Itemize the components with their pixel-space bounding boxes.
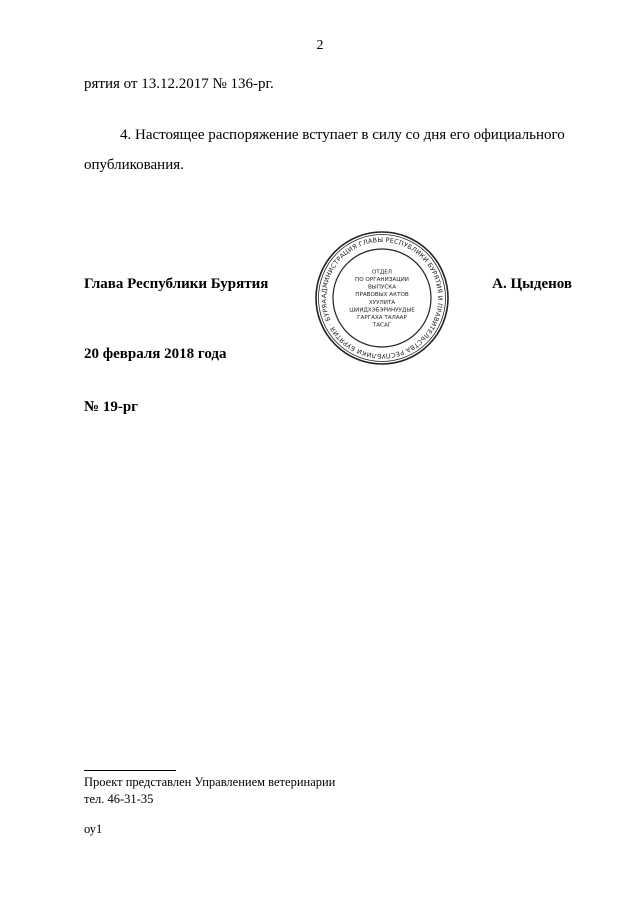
- stamp-center-line: ОТДЕЛ: [372, 269, 392, 276]
- stamp-center-line: ПО ОРГАНИЗАЦИИ: [355, 277, 409, 283]
- official-stamp: [314, 230, 450, 366]
- stamp-center-line: ПРАВОВЫХ АКТОВ: [355, 292, 409, 299]
- footnote-line-1: Проект представлен Управлением ветеринарии: [84, 775, 336, 789]
- clause-4-line-1: 4. Настоящее распоряжение вступает в силу со дня его официального: [120, 127, 565, 143]
- clause-4-line-2: опубликования.: [84, 157, 184, 173]
- stamp-center-line: ТАСАГ: [372, 322, 392, 329]
- stamp-center-line: ШИИДХЭБЭРИНУУДЫЕ: [349, 307, 415, 314]
- stamp-center-line: ГАРГАХА ТАЛААР: [357, 315, 407, 321]
- stamp-seal-icon: [314, 230, 450, 366]
- footnote-line-2: тел. 46-31-35: [84, 792, 154, 806]
- document-code: оу1: [84, 822, 103, 836]
- stamp-center-line: ВЫПУСКА: [367, 284, 397, 291]
- signatory-name: А. Цыденов: [492, 276, 572, 292]
- signatory-position: Глава Республики Бурятия: [84, 276, 269, 292]
- continuation-line: рятия от 13.12.2017 № 136-рг.: [84, 76, 274, 92]
- page-number: 2: [316, 38, 324, 53]
- footnote-divider: [84, 770, 176, 771]
- stamp-center-line: ХУУЛИТА: [368, 299, 396, 306]
- document-date: 20 февраля 2018 года: [84, 346, 227, 362]
- order-number: № 19-рг: [84, 399, 138, 415]
- stamp-outer-ring-text: АДМИНИСТРАЦИЯ ГЛАВЫ РЕСПУБЛИКИ БУРЯТИЯ И ПРАВИТЕЛЬСТВА РЕСПУБЛИКИ БУРЯТИЯ · БУРЯА: [319, 235, 445, 361]
